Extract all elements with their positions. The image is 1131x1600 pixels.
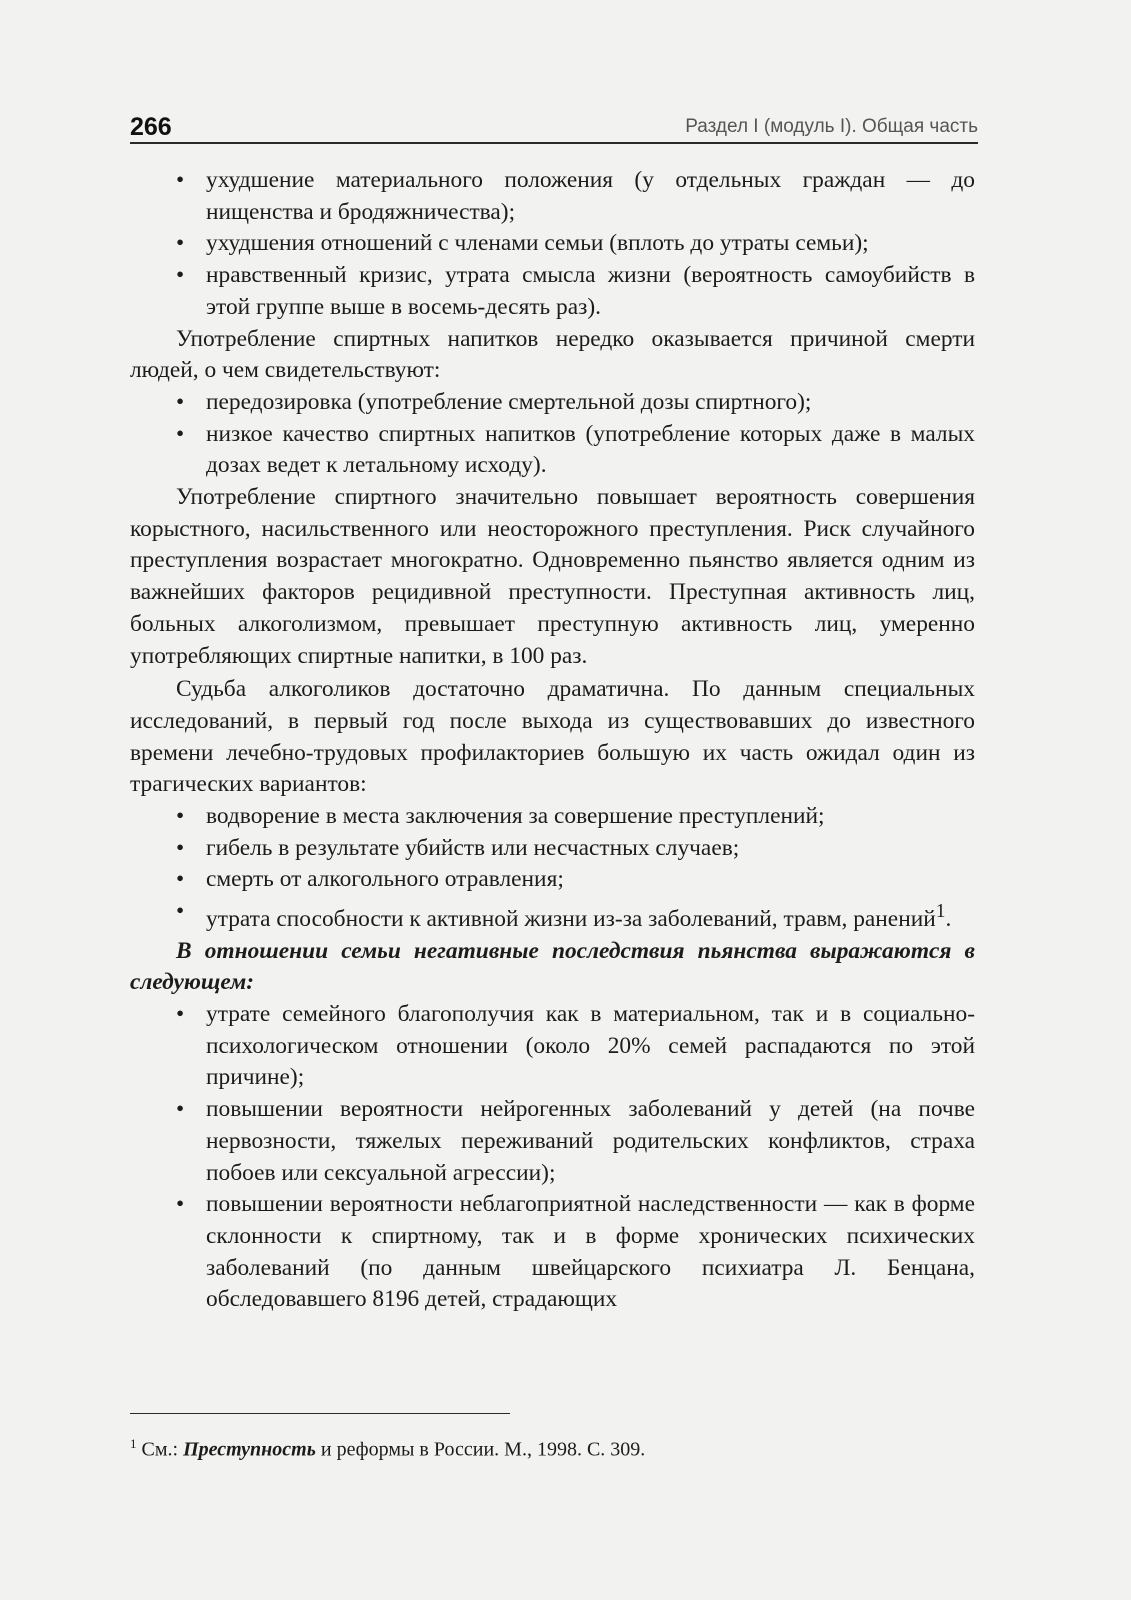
list-item-text: утрата способности к активной жизни из-за заболеваний, травм, ранений [206, 905, 936, 932]
outcomes-list [130, 801, 975, 936]
footnote-prefix: См.: [141, 1438, 179, 1461]
subheading-paragraph: В отношении семьи негативные последствия пьянства выражаются в следующем: [130, 937, 975, 996]
family-consequences-list [130, 999, 975, 1316]
list-item: • водворение в места заключения за совершение преступлений; [206, 801, 975, 833]
list-item: • низкое качество спиртных напитков (употребление которых даже в малых дозах ведет к летальному исходу). [206, 419, 975, 482]
footnote [130, 1430, 975, 1464]
footnote-title: Преступность [183, 1438, 316, 1461]
paragraph: Употребление спиртных напитков нередко оказывается причиной смерти людей, о чем свидетельствуют: [130, 325, 975, 384]
page-header [130, 112, 978, 144]
running-head: Раздел I (модуль I). Общая часть [685, 116, 978, 137]
list-item: • передозировка (употребление смертельной дозы спиртного); [206, 387, 975, 419]
footnote-divider [130, 1413, 510, 1414]
list-item-end: . [945, 905, 952, 932]
page-number: 266 [130, 113, 172, 141]
list-item: • смерть от алкогольного отравления; [206, 864, 975, 896]
death-causes-list [130, 387, 975, 482]
list-item: • повышении вероятности нейрогенных заболеваний у детей (на почве нервозности, тяжелых переживаний родительских конфликтов, страха побоев или сексуальной агрессии); [206, 1094, 975, 1189]
page-body [130, 165, 975, 1316]
footnote-rest: и реформы в России. М., 1998. С. 309. [320, 1438, 646, 1461]
footnote-mark: 1 [130, 1436, 137, 1451]
list-item: • ухудшения отношений с членами семьи (вплоть до утраты семьи); [206, 228, 975, 260]
footnote-reference[interactable]: 1 [935, 901, 946, 923]
consequences-list [130, 165, 975, 324]
paragraph: Употребление спиртного значительно повышает вероятность совершения корыстного, насильственного или неосторожного преступления. Риск случайного преступления возрастает многократно. Одновременно пьянство является одним из важнейших факторов рецидивной преступности. Преступная активность лиц, больных алкоголизмом, превышает преступную активность лиц, умеренно употребляющих спиртные напитки, в 100 раз. [130, 484, 975, 669]
list-item: • ухудшение материального положения (у отдельных граждан — до нищенства и бродяжничества); [206, 165, 975, 228]
list-item: • повышении вероятности неблагоприятной наследственности — как в форме склонности к спиртному, так и в форме хронических психических заболеваний (по данным швейцарского психиатра Л. Бенцана, обследовавшего 8196 детей, страдающих [206, 1189, 975, 1316]
list-item: • гибель в результате убийств или несчастных случаев; [206, 833, 975, 865]
list-item: • нравственный кризис, утрата смысла жизни (вероятность самоубийств в этой группе выше в восемь-десять раз). [206, 260, 975, 323]
paragraph: Судьба алкоголиков достаточно драматична. По данным специальных исследований, в первый год после выхода из существовавших до известного времени лечебно-трудовых профилакториев большую их часть ожидал один из трагических вариантов: [130, 676, 975, 798]
list-item [206, 896, 975, 936]
list-item: • утрате семейного благополучия как в материальном, так и в социально-психологическом отношении (около 20% семей распадаются по этой причине); [206, 999, 975, 1094]
